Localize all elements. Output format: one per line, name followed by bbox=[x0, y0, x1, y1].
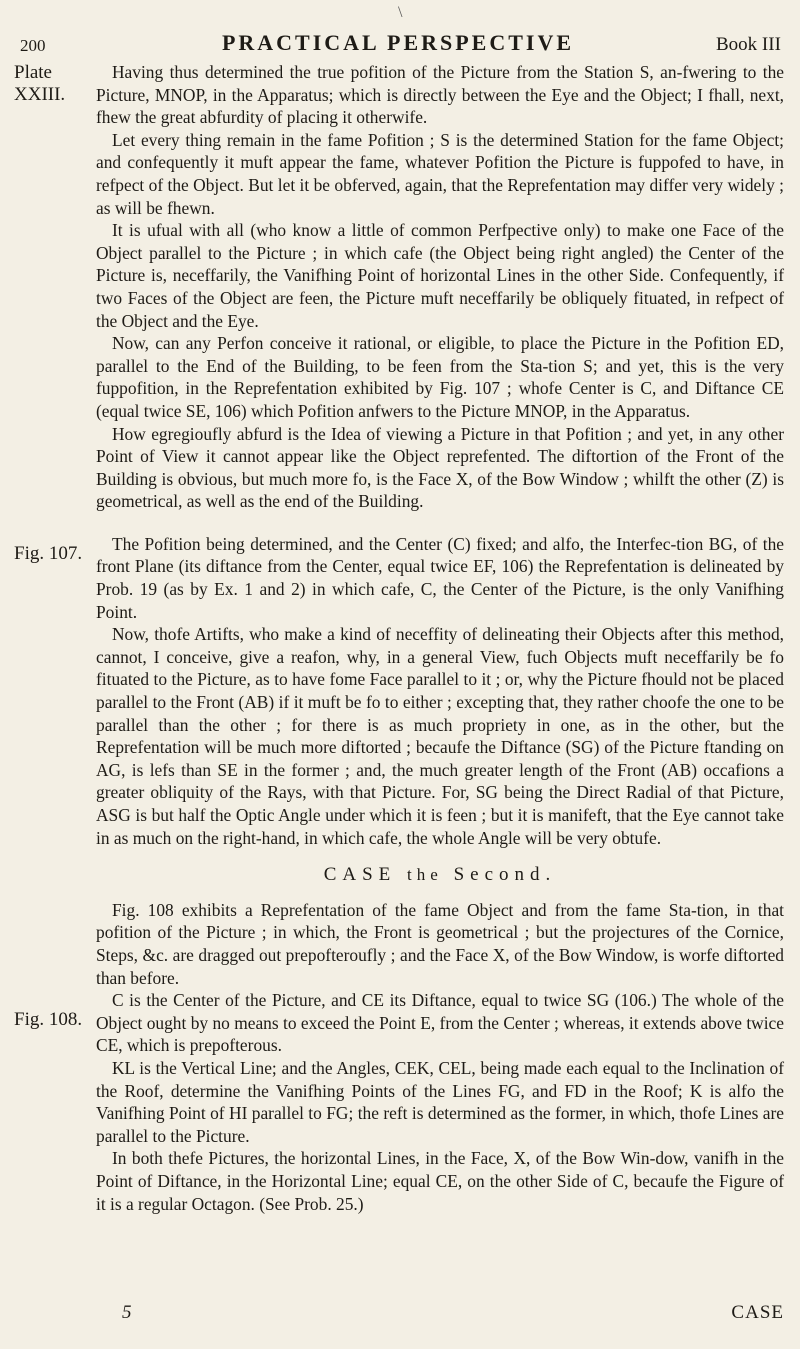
case-heading-word: the bbox=[407, 865, 443, 885]
paragraph: Now, thofe Artifts, who make a kind of neceffity of delineating their Objects after this method, cannot, I conceive, give a reafon, why, in a general View, fuch Objects muft neceffarily be fo fituated to the Picture, as to have fome Face parallel to it ; or, why the Picture fhould not be placed parallel to the Front (AB) if it muft be fo to either ; excepting that, they rather choofe the one to be parallel than the other ; for there is as much propriety in one, as in the other, but the Reprefentation will be much more diftorted ; becaufe the Diftance (SG) of the Picture ftanding on AG, is lefs than SE in the former ; and, the much greater length of the Front (AB) occafions a greater obliquity of the Rays, with that Picture. For, SG being the Direct Radial of that Picture, ASG is but half the Optic Angle under which it is feen ; but it is manifeft, that the Eye cannot take in as much on the right-hand, in which cafe, the whole Angle will be very obtufe. bbox=[96, 624, 784, 848]
paragraph: C is the Center of the Picture, and CE its Diftance, equal to twice SG (106.) The whole of the Object ought by no means to exceed the Point E, from the Center ; whereas, it extends above twice CE, which is prepofterous. bbox=[96, 990, 784, 1056]
page-footer bbox=[96, 1302, 784, 1332]
body-text bbox=[96, 61, 784, 1215]
paragraph: Fig. 108 exhibits a Reprefentation of the fame Object and from the fame Sta-tion, in that pofition of the Picture ; in which, the Front is geometrical ; but the projectures of the Cornice, Steps, &c. are dragged out prepofteroufly ; and the Face X, of the Bow Window, is worfe diftorted than before. bbox=[96, 899, 784, 988]
running-title: PRACTICAL PERSPECTIVE bbox=[221, 30, 575, 55]
paragraph: In both thefe Pictures, the horizontal Lines, in the Face, X, of the Bow Win-dow, vanifh in the Point of Diftance, in the Horizontal Line; equal CE, on the other Side of C, becaufe the Figure of it is a regular Octagon. (See Prob. 25.) bbox=[96, 1148, 784, 1214]
case-heading-word: Second. bbox=[453, 864, 557, 886]
page-mark: \ bbox=[398, 4, 403, 21]
paragraph: How egregioufly abfurd is the Idea of viewing a Picture in that Pofition ; and yet, in any other Point of View it cannot appear like the Object reprefented. The diftortion of the Front of the Building is obvious, but much more fo, is the Face X, of the Bow Window ; whilft the other (Z) is geometrical, as well as the end of the Building. bbox=[96, 423, 784, 512]
fig-107-note: Fig. 107. bbox=[14, 543, 83, 564]
catchword: CASE bbox=[731, 1302, 784, 1323]
signature-mark: 5 bbox=[122, 1302, 132, 1323]
paragraph: The Pofition being determined, and the Center (C) fixed; and alfo, the Interfec-tion BG, of the front Plane (its diftance from the Center, equal twice EF, 106) the Reprefentation is delineated by Prob. 19 (as by Ex. 1 and 2) in which cafe, C, the Center of the Picture, is the only Vanifhing Point. bbox=[96, 533, 784, 622]
paragraph: Let every thing remain in the fame Pofition ; S is the determined Station for the fame Object; and confequently it muft appear the fame, whatever Pofition the Picture is fuppofed to have, in refpect of the Object. But let it be obferved, again, that the Reprefentation may differ very widely ; as will be fhewn. bbox=[96, 129, 784, 218]
plate-note bbox=[14, 62, 86, 106]
plate-number: XXIII. bbox=[14, 83, 66, 105]
paragraph: KL is the Vertical Line; and the Angles, CEK, CEL, being made each equal to the Inclination of the Roof, determine the Vanifhing Points of the Lines FG, and FD in the Roof; K is alfo the Vanifhing Point of HI parallel to FG; the reft is determined as the former, in which, thofe Lines are parallel to the Picture. bbox=[96, 1057, 784, 1146]
plate-label: Plate bbox=[14, 62, 52, 83]
fig-108-note: Fig. 108. bbox=[14, 1009, 83, 1030]
paragraph: It is ufual with all (who know a little of common Perfpective only) to make one Face of the Object parallel to the Picture ; in which cafe (the Object being right angled) the Center of the Picture is, neceffarily, the Vanifhing Point of horizontal Lines in the other Side. Confequently, if two Faces of the Object are feen, the Picture muft neceffarily be obliquely fituated, in refpect of the Object and the Eye. bbox=[96, 220, 784, 331]
case-heading-word: CASE bbox=[323, 864, 397, 886]
page-number: 200 bbox=[20, 36, 46, 55]
page-header bbox=[0, 28, 800, 58]
paragraph: Now, can any Perfon conceive it rational, or eligible, to place the Picture in the Pofition ED, parallel to the End of the Building, to be feen from the Sta-tion S; and yet, this is the very fuppofition, in the Reprefentation exhibited by Fig. 107 ; whofe Center is C, and Diftance CE (equal twice SE, 106) which Pofition anfwers to the Picture MNOP, in the Apparatus. bbox=[96, 333, 784, 421]
book-label: Book III bbox=[716, 34, 781, 55]
case-heading bbox=[96, 864, 784, 887]
paragraph: Having thus determined the true pofition of the Picture from the Station S, an-fwering to the Picture, MNOP, in the Apparatus; which is directly between the Eye and the Object; I fhall, next, fhew the great abfurdity of placing it otherwife. bbox=[96, 62, 784, 128]
